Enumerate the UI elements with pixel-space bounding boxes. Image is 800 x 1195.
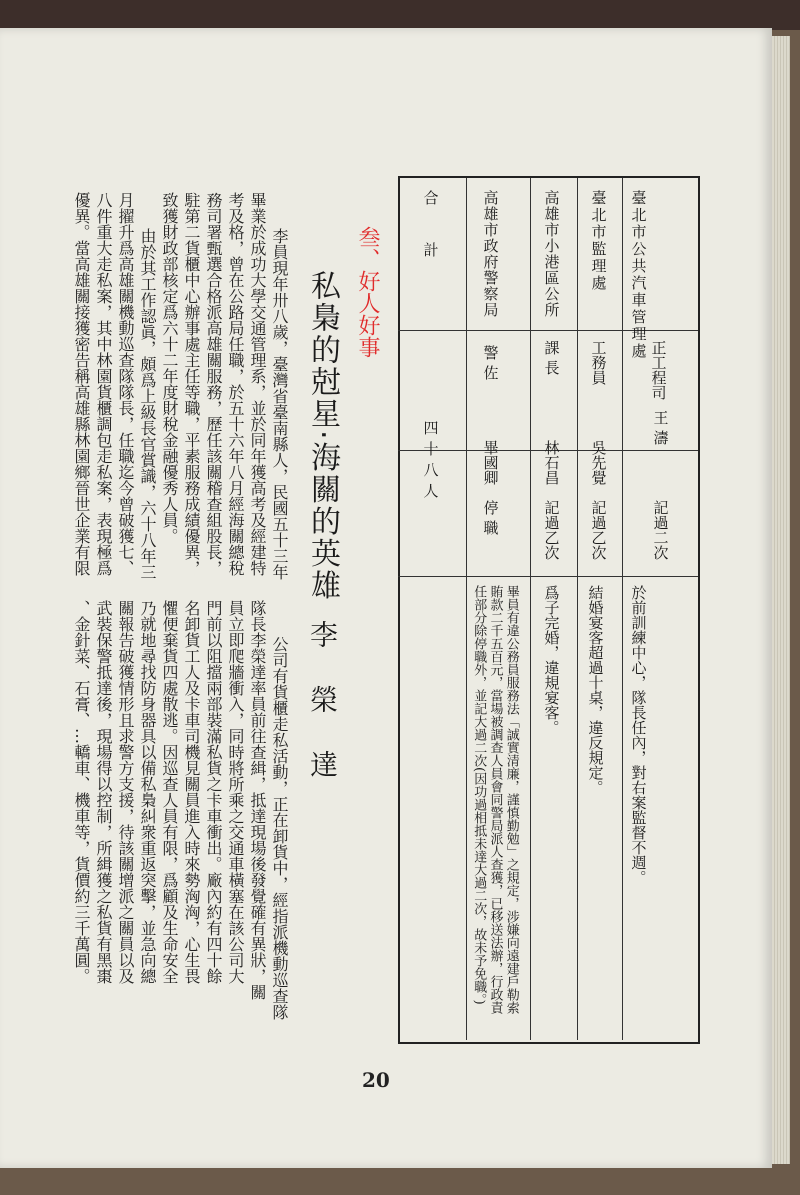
body-column: 武裝保警抵達後，現場得以控制，所緝獲之私貨有黑棗 (94, 600, 113, 984)
table-cell-name: 林石昌 (542, 440, 561, 485)
body-column: 隊長李榮達率員前往查緝，抵達現場後發覺確有異狀，關 (248, 600, 267, 1000)
body-column: 月擢升爲高雄關機動巡查隊隊長，任職迄今曾破獲七、 (116, 192, 135, 576)
table-cell-title: 工務員 (589, 340, 608, 385)
table-cell-unit: 高雄市政府警察局 (481, 190, 500, 318)
table-cell-title: 正工程司 (649, 340, 668, 400)
body-column: 懼便棄貨四處散逃。因巡查人員有限，爲顧及生命安全 (160, 600, 179, 984)
author-name: 李 榮 達 (306, 620, 339, 792)
body-column: 、金針菜、石膏、…轎車、機車等，貨價約三千萬圓。 (72, 600, 91, 984)
table-cell-name: 王 濤 (651, 410, 670, 445)
table-cell-penalty: 停 職 (481, 500, 500, 535)
book-cover-edge (0, 0, 800, 30)
table-cell-reason: 結婚宴客超過十桌，違反規定。 (586, 585, 605, 795)
table-divider (622, 178, 623, 1040)
body-column: 員立即爬牆衝入，同時將所乘之交通車橫塞在該公司大 (226, 600, 245, 984)
table-divider (398, 576, 698, 577)
table-divider (577, 178, 578, 1040)
table-cell-penalty: 記過乙次 (542, 500, 561, 560)
body-column: 駐第二貨櫃中心辦事處主任等職，平素服務成績優異， (182, 192, 201, 576)
total-label: 合 計 (421, 190, 440, 273)
table-divider (398, 330, 698, 331)
table-cell-penalty: 記過乙次 (589, 500, 608, 560)
body-column: 公司有貨櫃走私活動，正在卸貨中，經指派機動巡查隊 (270, 636, 289, 1020)
body-column: 致獲財政部核定爲六十二年度財稅金融優秀人員。 (160, 192, 179, 544)
body-column: 李員現年卅八歲，臺灣省臺南縣人，民國五十三年 (270, 228, 289, 580)
table-cell-penalty: 記過二次 (651, 500, 670, 560)
body-column: 門前以阻擋兩部裝滿私貨之卡車衝出。廠內約有四十餘 (204, 600, 223, 984)
table-cell-reason: 於前訓練中心，隊長任內，對右案監督不週。 (629, 585, 648, 885)
table-cell-name: 畢國卿 (481, 440, 500, 485)
body-column: 名卸貨工人及卡車司機見關員進入時來勢洶洶，心生畏 (182, 600, 201, 984)
table-cell-unit: 臺北市公共汽車管理處 (629, 190, 648, 360)
body-column: 優異。當高雄關接獲密告稱高雄縣林園鄉晉世企業有限 (72, 192, 91, 576)
body-column: 畢業於成功大學交通管理系，並於同年獲高考及經建特 (248, 192, 267, 576)
table-divider (466, 178, 467, 1040)
table-cell-unit: 高雄市小港區公所 (542, 190, 561, 318)
table-cell-title: 警 佐 (481, 345, 500, 380)
body-column: 務司署甄選合格派高雄關服務，歷任該關稽查組股長， (204, 192, 223, 576)
table-cell-name: 吳先覺 (589, 440, 608, 485)
table-divider (530, 178, 531, 1040)
section-heading: 叁、好人好事 (355, 226, 380, 358)
page-number: 20 (362, 1068, 390, 1092)
table-cell-unit: 臺北市監理處 (589, 190, 608, 292)
table-cell-reason: 爲子完婚，違規宴客。 (542, 585, 561, 735)
body-column: 八件重大走私案，其中林園貨櫃調包走私案，表現極爲 (94, 192, 113, 576)
article-title: 私梟的尅星‧海關的英雄 (305, 270, 340, 602)
body-column: 考及格，曾在公路局任職，於五十六年八月經海關總稅 (226, 192, 245, 576)
body-column: 由於其工作認眞，頗爲上級長官賞識，六十八年三 (138, 228, 157, 580)
table-cell-title: 課 長 (542, 340, 561, 375)
body-column: 關報告破獲情形且求警方支援，待該關增派之關員以及 (116, 600, 135, 984)
total-value: 四十八人 (421, 420, 440, 504)
body-column: 乃就地尋找防身器具以備私梟糾衆重返突擊，並急向總 (138, 600, 157, 984)
table-cell-reason: 畢員有違公務員服務法「誠實清廉，謹慎勤勉」之規定，涉嫌向遠建戶勒索賄款二千五百元，當場被調查人員會同警局派人查獲，已移送法辦，行政責任部分除停職外，並記大過二次(因功過相抵未達大過二次，故未予免職。) (471, 585, 519, 1014)
